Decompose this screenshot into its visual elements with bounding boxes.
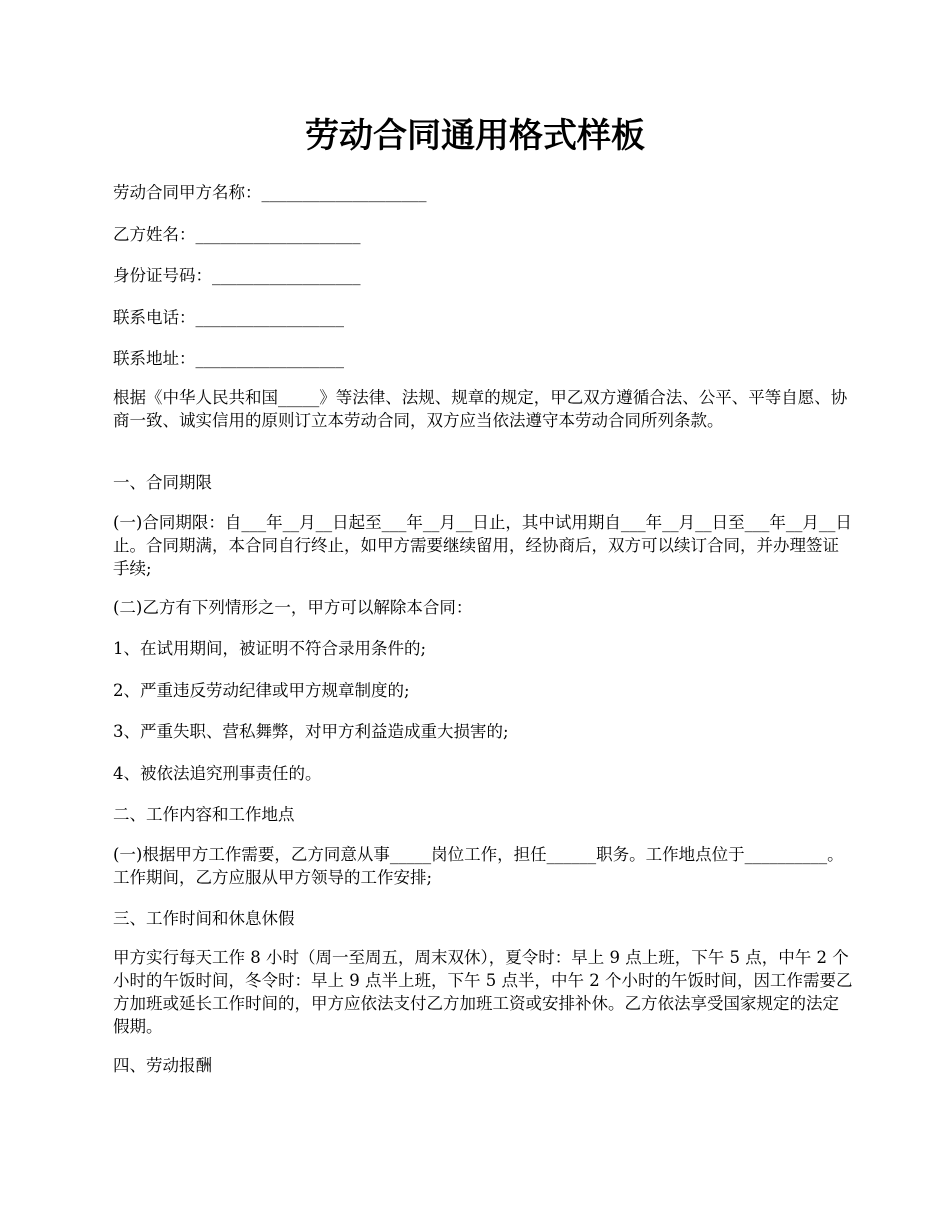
party-a-name-field: 劳动合同甲方名称：____________________ bbox=[113, 183, 427, 202]
id-number-field: 身份证号码：__________________ bbox=[113, 266, 361, 285]
page-title: 劳动合同通用格式样板 bbox=[305, 116, 645, 156]
section-heading-work: 二、工作内容和工作地点 bbox=[113, 805, 295, 824]
working-hours-paragraph: 甲方实行每天工作 8 小时（周一至周五，周末双休），夏令时：早上 9 点上班，下午 5 点，中午 2 个小时的午饭时间，冬令时：早上 9 点半上班，下午 5 点半，中午 2 个小时的午饭时间，因工作需要乙方加班或延长工作时间的，甲方应依法支付乙方加班工资或安排补休。乙方依法享受国家规定的法定假期。 bbox=[113, 948, 853, 1036]
section-heading-term: 一、合同期限 bbox=[113, 473, 212, 492]
address-field: 联系地址：__________________ bbox=[113, 349, 344, 368]
section-heading-hours: 三、工作时间和休息休假 bbox=[113, 909, 295, 928]
termination-item: 1、在试用期间，被证明不符合录用条件的; bbox=[113, 639, 427, 658]
party-b-name-field: 乙方姓名：____________________ bbox=[113, 225, 361, 244]
phone-field: 联系电话：__________________ bbox=[113, 308, 344, 327]
termination-item: 4、被依法追究刑事责任的。 bbox=[113, 764, 322, 783]
work-content-clause: (一)根据甲方工作需要，乙方同意从事_____岗位工作，担任______职务。工作地点位于__________。工作期间，乙方应服从甲方领导的工作安排; bbox=[113, 845, 844, 887]
termination-item: 2、严重违反劳动纪律或甲方规章制度的; bbox=[113, 681, 410, 700]
contract-term-clause: (一)合同期限：自___年__月__日起至___年__月__日止，其中试用期自___年__月__日至___年__月__日止。合同期满，本合同自行终止，如甲方需要继续留用，经协商后，双方可以续订合同，并办理签证手续; bbox=[113, 513, 852, 578]
section-heading-pay: 四、劳动报酬 bbox=[113, 1056, 212, 1075]
preamble-paragraph: 根据《中华人民共和国_____》等法律、法规、规章的规定，甲乙双方遵循合法、公平、平等自愿、协商一致、诚实信用的原则订立本劳动合同，双方应当依法遵守本劳动合同所列条款。 bbox=[113, 388, 848, 430]
termination-item: 3、严重失职、营私舞弊，对甲方利益造成重大损害的; bbox=[113, 722, 509, 741]
termination-clause: (二)乙方有下列情形之一，甲方可以解除本合同： bbox=[113, 598, 473, 617]
